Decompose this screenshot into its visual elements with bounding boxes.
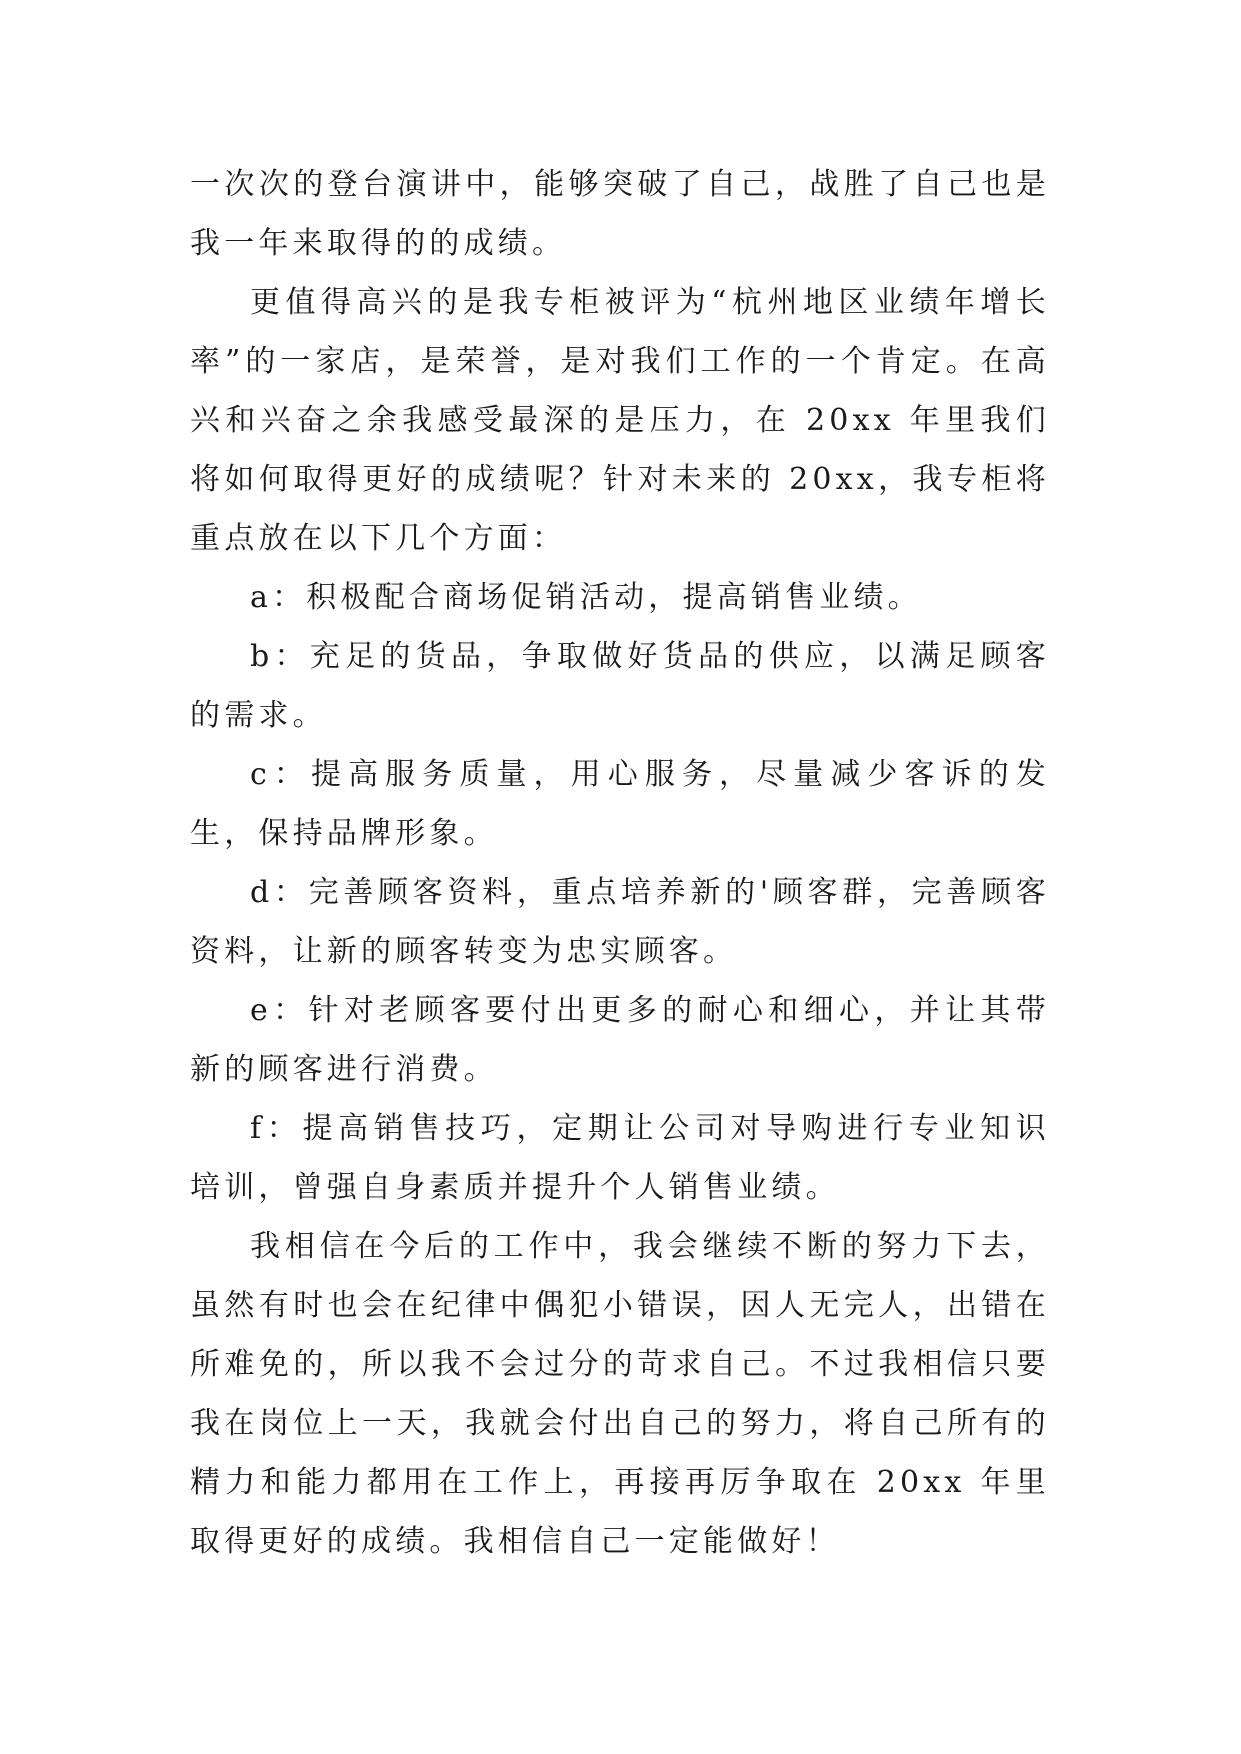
- paragraph-1: 一次次的登台演讲中，能够突破了自己，战胜了自己也是我一年来取得的的成绩。: [190, 167, 1050, 261]
- document-body: [190, 155, 1050, 1571]
- list-item-f: f：提高销售技巧，定期让公司对导购进行专业知识培训，曾强自身素质并提升个人销售业绩。: [190, 1111, 1050, 1205]
- paragraph-2: 更值得高兴的是我专柜被评为“杭州地区业绩年增长率”的一家店，是荣誉，是对我们工作的一个肯定。在高兴和兴奋之余我感受最深的是压力，在 20xx 年里我们将如何取得更好的成绩呢？针对未来的 20xx，我专柜将重点放在以下几个方面：: [190, 285, 1050, 556]
- list-item-a: a：积极配合商场促销活动，提高销售业绩。: [250, 580, 922, 615]
- list-item-d: d：完善顾客资料，重点培养新的'顾客群，完善顾客资料，让新的顾客转变为忠实顾客。: [190, 875, 1050, 969]
- list-item-e: e：针对老顾客要付出更多的耐心和细心，并让其带新的顾客进行消费。: [190, 993, 1050, 1087]
- list-item-b: b：充足的货品，争取做好货品的供应，以满足顾客的需求。: [190, 639, 1050, 733]
- closing-paragraph: 我相信在今后的工作中，我会继续不断的努力下去，虽然有时也会在纪律中偶犯小错误，因人无完人，出错在所难免的，所以我不会过分的苛求自己。不过我相信只要我在岗位上一天，我就会付出自己的努力，将自己所有的精力和能力都用在工作上，再接再厉争取在 20xx 年里取得更好的成绩。我相信自己一定能做好！: [190, 1229, 1050, 1559]
- list-item-c: c：提高服务质量，用心服务，尽量减少客诉的发生，保持品牌形象。: [190, 757, 1050, 851]
